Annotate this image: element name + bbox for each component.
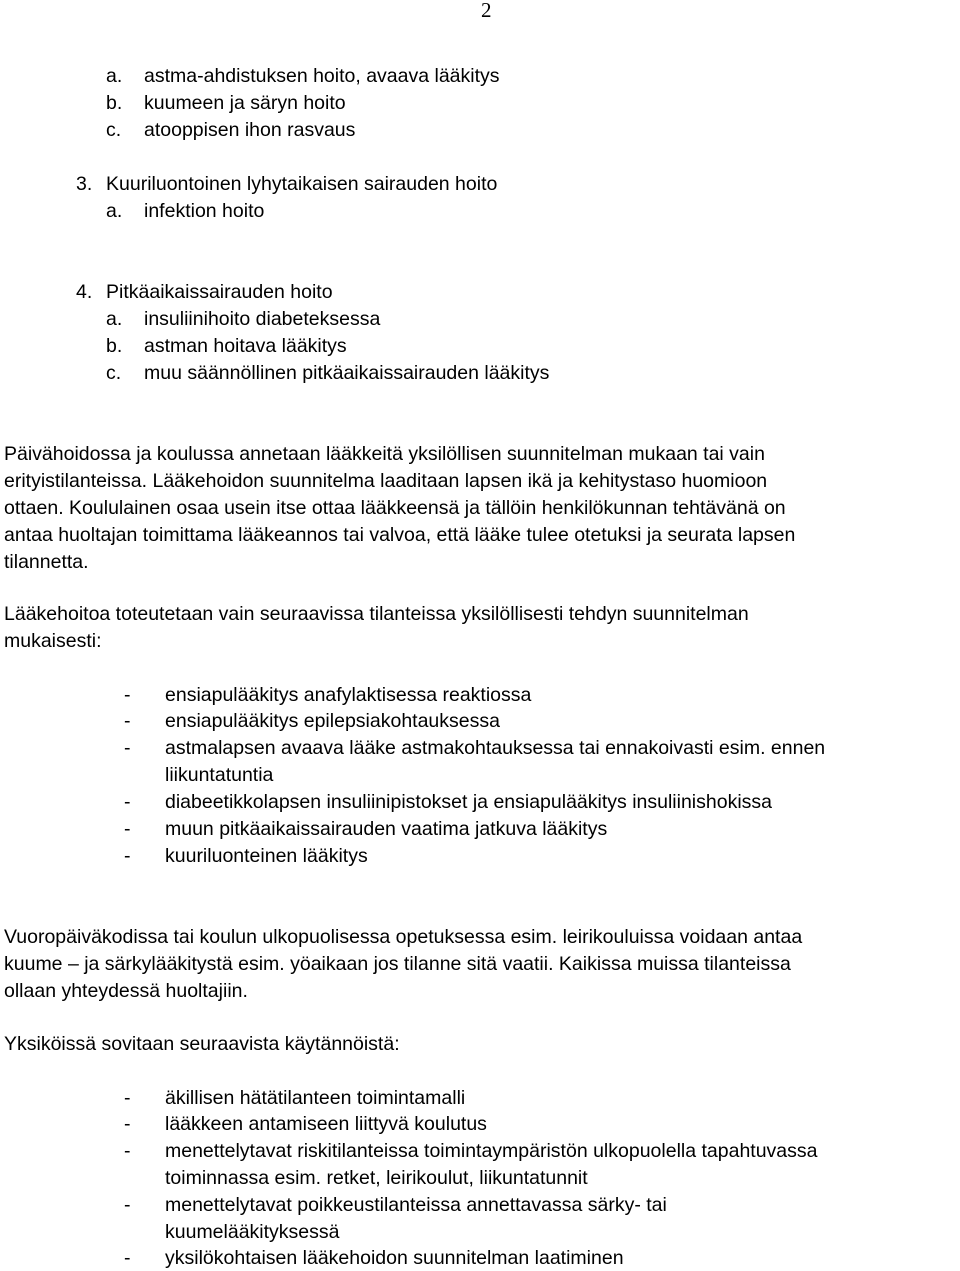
bullet-text: kuuriluonteinen lääkitys xyxy=(165,845,368,867)
bullet-dash: - xyxy=(124,818,131,840)
bullet-text: yksilökohtaisen lääkehoidon suunnitelman laatiminen xyxy=(165,1247,624,1269)
bullet-dash: - xyxy=(124,1247,131,1269)
bullet-text: ensiapulääkitys epilepsiakohtauksessa xyxy=(165,710,500,732)
bullet-text: muun pitkäaikaissairauden vaatima jatkuva lääkitys xyxy=(165,818,608,840)
paragraph-line: mukaisesti: xyxy=(4,630,102,652)
list-label: b. xyxy=(106,92,123,114)
numbered-label: 3. xyxy=(76,173,93,195)
page-number: 2 xyxy=(481,0,492,22)
numbered-text: Pitkäaikaissairauden hoito xyxy=(106,281,333,303)
bullet-dash: - xyxy=(124,737,131,759)
bullet-text: äkillisen hätätilanteen toimintamalli xyxy=(165,1087,466,1109)
bullet-dash: - xyxy=(124,1194,131,1216)
list-label: c. xyxy=(106,362,122,384)
list-label: b. xyxy=(106,335,123,357)
numbered-text: Kuuriluontoinen lyhytaikaisen sairauden hoito xyxy=(106,173,498,195)
bullet-text: menettelytavat riskitilanteissa toimintaympäristön ulkopuolella tapahtuvassa xyxy=(165,1140,818,1162)
list-text: infektion hoito xyxy=(144,200,265,222)
bullet-dash: - xyxy=(124,845,131,867)
bullet-text: lääkkeen antamiseen liittyvä koulutus xyxy=(165,1113,487,1135)
paragraph-line: Päivähoidossa ja koulussa annetaan lääkkeitä yksilöllisen suunnitelman mukaan tai vain xyxy=(4,443,765,465)
list-text: muu säännöllinen pitkäaikaissairauden lääkitys xyxy=(144,362,550,384)
bullet-text: menettelytavat poikkeustilanteissa annettavassa särky- tai xyxy=(165,1194,667,1216)
paragraph-line: antaa huoltajan toimittama lääkeannos tai valvoa, että lääke tulee otetuksi ja seurata lapsen xyxy=(4,524,796,546)
list-label: a. xyxy=(106,200,123,222)
list-label: c. xyxy=(106,119,122,141)
list-text: atooppisen ihon rasvaus xyxy=(144,119,356,141)
bullet-text: diabeetikkolapsen insuliinipistokset ja ensiapulääkitys insuliinishokissa xyxy=(165,791,773,813)
paragraph-line: erityistilanteissa. Lääkehoidon suunnitelma laaditaan lapsen ikä ja kehitystaso huomioon xyxy=(4,470,768,492)
numbered-label: 4. xyxy=(76,281,93,303)
bullet-text: toiminnassa esim. retket, leirikoulut, liikuntatunnit xyxy=(165,1167,588,1189)
bullet-text: liikuntatuntia xyxy=(165,764,274,786)
paragraph-line: Yksiköissä sovitaan seuraavista käytännöistä: xyxy=(4,1033,400,1055)
bullet-dash: - xyxy=(124,684,131,706)
list-text: insuliinihoito diabeteksessa xyxy=(144,308,381,330)
bullet-dash: - xyxy=(124,1087,131,1109)
list-label: a. xyxy=(106,65,123,87)
list-text: astman hoitava lääkitys xyxy=(144,335,347,357)
paragraph-line: tilannetta. xyxy=(4,551,89,573)
paragraph-line: kuume – ja särkylääkitystä esim. yöaikaan jos tilanne sitä vaatii. Kaikissa muissa tilanteissa xyxy=(4,953,791,975)
bullet-dash: - xyxy=(124,710,131,732)
paragraph-line: Vuoropäiväkodissa tai koulun ulkopuolisessa opetuksessa esim. leirikouluissa voidaan antaa xyxy=(4,926,803,948)
bullet-dash: - xyxy=(124,1140,131,1162)
list-text: astma-ahdistuksen hoito, avaava lääkitys xyxy=(144,65,500,87)
paragraph-line: ollaan yhteydessä huoltajiin. xyxy=(4,980,248,1002)
list-text: kuumeen ja säryn hoito xyxy=(144,92,346,114)
paragraph-line: ottaen. Koululainen osaa usein itse ottaa lääkkeensä ja tällöin henkilökunnan tehtävänä on xyxy=(4,497,786,519)
bullet-text: astmalapsen avaava lääke astmakohtauksessa tai ennakoivasti esim. ennen xyxy=(165,737,826,759)
bullet-text: ensiapulääkitys anafylaktisessa reaktiossa xyxy=(165,684,532,706)
list-label: a. xyxy=(106,308,123,330)
bullet-dash: - xyxy=(124,1113,131,1135)
bullet-dash: - xyxy=(124,791,131,813)
paragraph-line: Lääkehoitoa toteutetaan vain seuraavissa tilanteissa yksilöllisesti tehdyn suunnitelman xyxy=(4,603,749,625)
bullet-text: kuumelääkityksessä xyxy=(165,1221,340,1243)
